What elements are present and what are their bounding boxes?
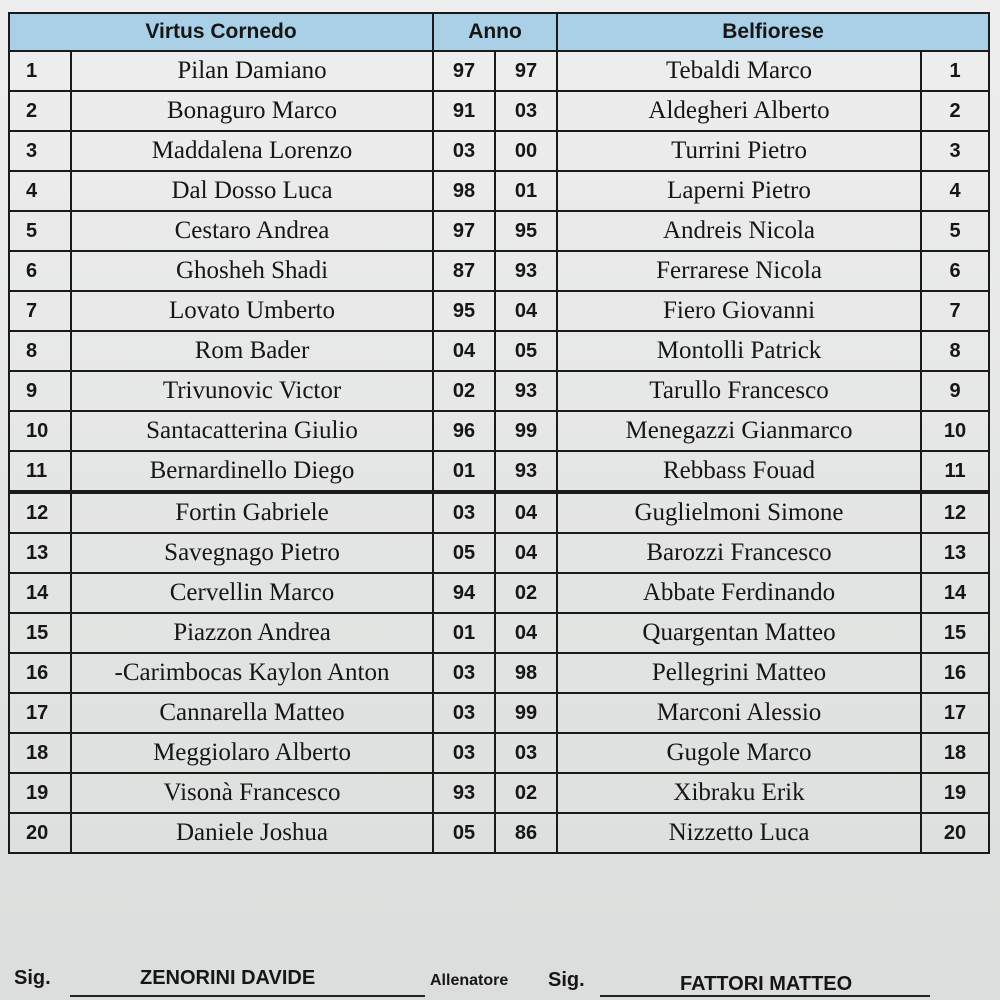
away-player-name: Gugole Marco xyxy=(557,733,921,773)
away-player-year: 86 xyxy=(495,813,557,853)
home-player-number: 4 xyxy=(9,171,71,211)
home-player-number: 12 xyxy=(9,492,71,533)
away-player-number: 13 xyxy=(921,533,989,573)
away-player-year: 04 xyxy=(495,492,557,533)
away-player-number: 4 xyxy=(921,171,989,211)
home-player-number: 14 xyxy=(9,573,71,613)
table-row xyxy=(9,291,989,331)
home-player-year: 05 xyxy=(433,813,495,853)
home-player-number: 5 xyxy=(9,211,71,251)
away-player-name: Nizzetto Luca xyxy=(557,813,921,853)
away-signature-line xyxy=(600,995,930,997)
away-team-header: Belfiorese xyxy=(557,13,989,51)
home-player-number: 15 xyxy=(9,613,71,653)
away-player-number: 18 xyxy=(921,733,989,773)
away-coach-name: FATTORI MATTEO xyxy=(680,973,853,995)
home-player-name: Visonà Francesco xyxy=(71,773,433,813)
home-player-name: Maddalena Lorenzo xyxy=(71,131,433,171)
away-player-year: 98 xyxy=(495,653,557,693)
away-player-number: 5 xyxy=(921,211,989,251)
away-player-number: 9 xyxy=(921,371,989,411)
away-player-number: 19 xyxy=(921,773,989,813)
home-player-year: 95 xyxy=(433,291,495,331)
home-player-year: 97 xyxy=(433,211,495,251)
away-player-year: 01 xyxy=(495,171,557,211)
home-player-name: -Carimbocas Kaylon Anton xyxy=(71,653,433,693)
home-player-name: Lovato Umberto xyxy=(71,291,433,331)
table-row xyxy=(9,371,989,411)
away-player-number: 10 xyxy=(921,411,989,451)
away-player-year: 97 xyxy=(495,51,557,91)
away-player-name: Fiero Giovanni xyxy=(557,291,921,331)
home-player-number: 13 xyxy=(9,533,71,573)
home-player-year: 02 xyxy=(433,371,495,411)
away-player-year: 04 xyxy=(495,291,557,331)
away-player-name: Andreis Nicola xyxy=(557,211,921,251)
away-player-year: 99 xyxy=(495,693,557,733)
away-player-number: 14 xyxy=(921,573,989,613)
table-row xyxy=(9,131,989,171)
coach-role-label: Allenatore xyxy=(430,972,509,989)
home-player-number: 6 xyxy=(9,251,71,291)
home-player-name: Ghosheh Shadi xyxy=(71,251,433,291)
home-player-name: Rom Bader xyxy=(71,331,433,371)
home-player-year: 05 xyxy=(433,533,495,573)
header-row xyxy=(9,13,989,51)
home-player-name: Meggiolaro Alberto xyxy=(71,733,433,773)
away-player-name: Montolli Patrick xyxy=(557,331,921,371)
home-player-number: 20 xyxy=(9,813,71,853)
home-coach-name: ZENORINI DAVIDE xyxy=(140,967,316,989)
away-player-name: Marconi Alessio xyxy=(557,693,921,733)
table-row xyxy=(9,251,989,291)
away-player-year: 93 xyxy=(495,251,557,291)
home-player-name: Cestaro Andrea xyxy=(71,211,433,251)
home-player-name: Fortin Gabriele xyxy=(71,492,433,533)
home-player-name: Pilan Damiano xyxy=(71,51,433,91)
away-player-name: Barozzi Francesco xyxy=(557,533,921,573)
home-player-year: 03 xyxy=(433,131,495,171)
home-player-number: 9 xyxy=(9,371,71,411)
home-player-year: 03 xyxy=(433,693,495,733)
table-row xyxy=(9,411,989,451)
home-player-number: 1 xyxy=(9,51,71,91)
away-player-number: 8 xyxy=(921,331,989,371)
home-team-header: Virtus Cornedo xyxy=(9,13,433,51)
home-player-number: 17 xyxy=(9,693,71,733)
home-player-year: 03 xyxy=(433,653,495,693)
home-player-name: Trivunovic Victor xyxy=(71,371,433,411)
table-row xyxy=(9,492,989,533)
table-row xyxy=(9,613,989,653)
home-player-year: 01 xyxy=(433,451,495,492)
home-player-year: 03 xyxy=(433,492,495,533)
away-player-number: 3 xyxy=(921,131,989,171)
away-player-number: 11 xyxy=(921,451,989,492)
away-player-year: 02 xyxy=(495,773,557,813)
away-player-name: Laperni Pietro xyxy=(557,171,921,211)
home-player-name: Cervellin Marco xyxy=(71,573,433,613)
table-row xyxy=(9,813,989,853)
away-player-year: 03 xyxy=(495,91,557,131)
table-row xyxy=(9,51,989,91)
away-player-name: Pellegrini Matteo xyxy=(557,653,921,693)
home-player-name: Bernardinello Diego xyxy=(71,451,433,492)
away-player-number: 7 xyxy=(921,291,989,331)
home-player-year: 93 xyxy=(433,773,495,813)
away-player-year: 00 xyxy=(495,131,557,171)
away-player-name: Guglielmoni Simone xyxy=(557,492,921,533)
home-player-name: Bonaguro Marco xyxy=(71,91,433,131)
roster-table xyxy=(8,12,990,854)
away-player-number: 17 xyxy=(921,693,989,733)
home-player-number: 7 xyxy=(9,291,71,331)
home-player-number: 3 xyxy=(9,131,71,171)
table-row xyxy=(9,573,989,613)
away-player-name: Tarullo Francesco xyxy=(557,371,921,411)
home-player-name: Cannarella Matteo xyxy=(71,693,433,733)
home-player-year: 98 xyxy=(433,171,495,211)
coach-footer xyxy=(0,955,1000,1000)
away-player-name: Ferrarese Nicola xyxy=(557,251,921,291)
home-player-name: Savegnago Pietro xyxy=(71,533,433,573)
home-player-number: 10 xyxy=(9,411,71,451)
away-player-number: 1 xyxy=(921,51,989,91)
away-player-year: 99 xyxy=(495,411,557,451)
table-row xyxy=(9,91,989,131)
away-player-name: Quargentan Matteo xyxy=(557,613,921,653)
away-player-number: 15 xyxy=(921,613,989,653)
table-row xyxy=(9,171,989,211)
home-sig-prefix: Sig. xyxy=(14,967,51,989)
home-player-year: 87 xyxy=(433,251,495,291)
table-row xyxy=(9,693,989,733)
away-player-number: 12 xyxy=(921,492,989,533)
away-player-number: 6 xyxy=(921,251,989,291)
away-player-name: Abbate Ferdinando xyxy=(557,573,921,613)
away-player-name: Menegazzi Gianmarco xyxy=(557,411,921,451)
home-player-number: 16 xyxy=(9,653,71,693)
away-player-year: 02 xyxy=(495,573,557,613)
table-row xyxy=(9,451,989,492)
home-player-year: 03 xyxy=(433,733,495,773)
home-player-year: 91 xyxy=(433,91,495,131)
table-row xyxy=(9,331,989,371)
away-player-name: Tebaldi Marco xyxy=(557,51,921,91)
table-row xyxy=(9,653,989,693)
home-player-number: 8 xyxy=(9,331,71,371)
away-player-year: 03 xyxy=(495,733,557,773)
home-player-number: 19 xyxy=(9,773,71,813)
away-player-year: 04 xyxy=(495,533,557,573)
table-row xyxy=(9,733,989,773)
table-row xyxy=(9,211,989,251)
table-row xyxy=(9,533,989,573)
roster-body xyxy=(9,51,989,853)
away-player-name: Turrini Pietro xyxy=(557,131,921,171)
home-signature-line xyxy=(70,995,425,997)
away-player-year: 04 xyxy=(495,613,557,653)
home-player-year: 04 xyxy=(433,331,495,371)
home-player-year: 94 xyxy=(433,573,495,613)
away-player-year: 93 xyxy=(495,371,557,411)
away-player-year: 05 xyxy=(495,331,557,371)
away-player-number: 16 xyxy=(921,653,989,693)
home-player-number: 11 xyxy=(9,451,71,492)
home-player-name: Piazzon Andrea xyxy=(71,613,433,653)
away-player-name: Aldegheri Alberto xyxy=(557,91,921,131)
away-player-name: Xibraku Erik xyxy=(557,773,921,813)
home-player-year: 97 xyxy=(433,51,495,91)
home-player-name: Dal Dosso Luca xyxy=(71,171,433,211)
away-sig-prefix: Sig. xyxy=(548,969,585,991)
home-player-name: Santacatterina Giulio xyxy=(71,411,433,451)
home-player-number: 2 xyxy=(9,91,71,131)
table-row xyxy=(9,773,989,813)
home-player-year: 01 xyxy=(433,613,495,653)
away-player-number: 20 xyxy=(921,813,989,853)
away-player-year: 93 xyxy=(495,451,557,492)
year-header: Anno xyxy=(433,13,557,51)
away-player-number: 2 xyxy=(921,91,989,131)
home-player-name: Daniele Joshua xyxy=(71,813,433,853)
home-player-year: 96 xyxy=(433,411,495,451)
away-player-name: Rebbass Fouad xyxy=(557,451,921,492)
away-player-year: 95 xyxy=(495,211,557,251)
home-player-number: 18 xyxy=(9,733,71,773)
